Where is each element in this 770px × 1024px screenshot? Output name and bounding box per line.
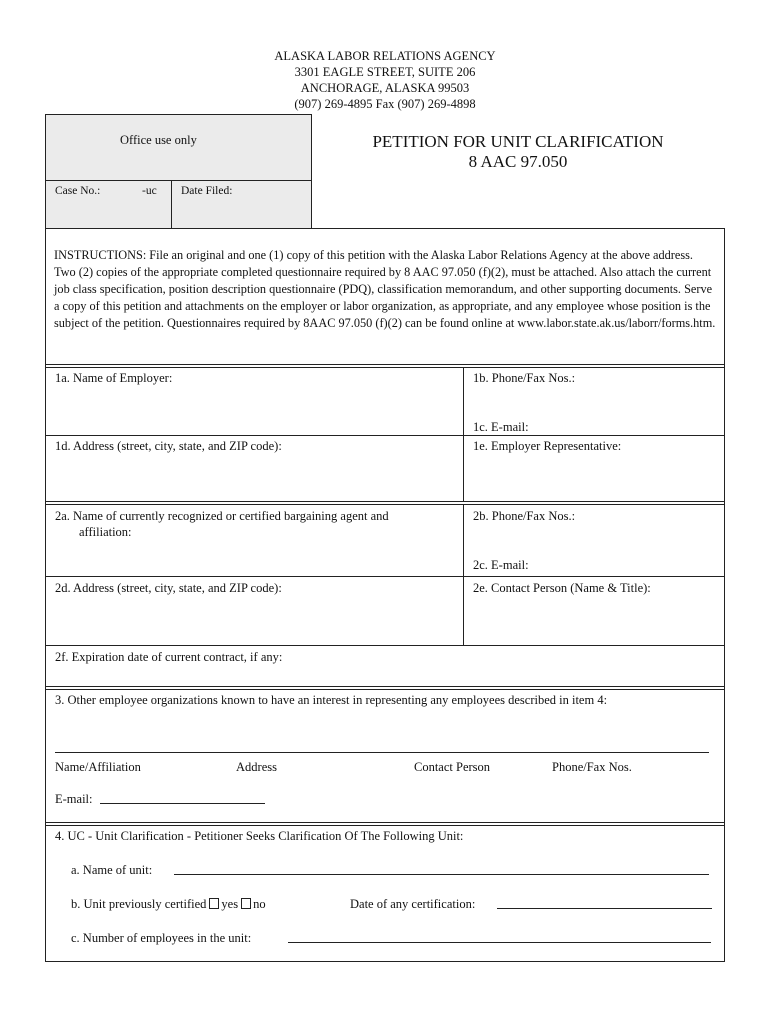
col-address: Address [236,760,277,774]
agent-name-label: 2a. Name of currently recognized or certified bargaining agent and [55,509,389,523]
other-orgs-email-line[interactable] [100,803,265,804]
unit-name-label: a. Name of unit: [71,863,153,877]
no-label: no [253,897,266,911]
case-no-label: Case No.: [55,185,101,197]
rule [45,576,725,577]
other-orgs-email-label: E-mail: [55,792,93,806]
rule [45,689,725,690]
office-use-label: Office use only [120,133,197,147]
employer-email-label: 1c. E-mail: [473,420,529,434]
other-orgs-entry-line[interactable] [55,752,709,753]
agent-name-label-cont: affiliation: [79,525,132,539]
rule [45,822,725,823]
agent-phone-label: 2b. Phone/Fax Nos.: [473,509,576,523]
no-checkbox[interactable] [241,898,251,909]
office-col-divider [171,180,172,228]
rule [45,367,725,368]
unit-section-label: 4. UC - Unit Clarification - Petitioner Seeks Clarification Of The Following Unit: [55,829,464,843]
unit-certified-row [71,896,266,912]
case-suffix: -uc [142,185,157,197]
agent-address-label: 2d. Address (street, city, state, and ZIP code): [55,581,282,595]
employer-phone-label: 1b. Phone/Fax Nos.: [473,371,576,385]
col-contact-person: Contact Person [414,760,491,774]
col-phone-fax: Phone/Fax Nos. [552,760,632,774]
employee-count-label: c. Number of employees in the unit: [71,931,252,945]
rule [45,435,725,436]
agent-contact-label: 2e. Contact Person (Name & Title): [473,581,651,595]
instructions-text: INSTRUCTIONS: File an original and one (1) copy of this petition with the Alaska Labor Relations Agency at the above address. Two (2) copies of the appropriate completed questionnaire required by 8 AAC 97.050 (f)(2), must be attached. Also attach the current job class specification, position description questionnaire (PDQ), classification memorandum, and other supporting documents. Serve a copy of this petition and attachments on the employer or labor organization, as appropriate, and any employee whose position is the subject of the petition. Questionnaires required by 8AAC 97.050 (f)(2) can be found online at www.labor.state.ak.us/laborr/forms.htm. [54,248,716,330]
col-name-affiliation: Name/Affiliation [55,760,141,774]
agency-street: 3301 EAGLE STREET, SUITE 206 [294,65,476,79]
employer-rep-label: 1e. Employer Representative: [473,439,622,453]
unit-name-line[interactable] [174,874,709,875]
certification-date-label: Date of any certification: [350,897,476,911]
agency-city: ANCHORAGE, ALASKA 99503 [300,81,470,95]
employer-address-label: 1d. Address (street, city, state, and ZIP code): [55,439,282,453]
rule [45,501,725,502]
employee-count-line[interactable] [288,942,711,943]
unit-certified-label: b. Unit previously certified [71,897,207,911]
employer-name-label: 1a. Name of Employer: [55,371,173,385]
form-citation: 8 AAC 97.050 [468,152,568,171]
rule [45,686,725,687]
rule [463,504,464,646]
yes-label: yes [221,897,239,911]
date-filed-label: Date Filed: [181,185,233,197]
rule [45,645,725,646]
agency-name: ALASKA LABOR RELATIONS AGENCY [274,49,496,63]
expiration-label: 2f. Expiration date of current contract, if any: [55,650,283,664]
rule [45,364,725,365]
agent-email-label: 2c. E-mail: [473,558,529,572]
office-divider [45,180,312,181]
other-orgs-label: 3. Other employee organizations known to have an interest in representing any employees described in item 4: [55,693,608,707]
agency-phone: (907) 269-4895 Fax (907) 269-4898 [294,97,476,111]
rule [45,825,725,826]
rule [45,504,725,505]
certification-date-line[interactable] [497,908,712,909]
form-title: PETITION FOR UNIT CLARIFICATION [372,132,664,151]
yes-checkbox[interactable] [209,898,219,909]
